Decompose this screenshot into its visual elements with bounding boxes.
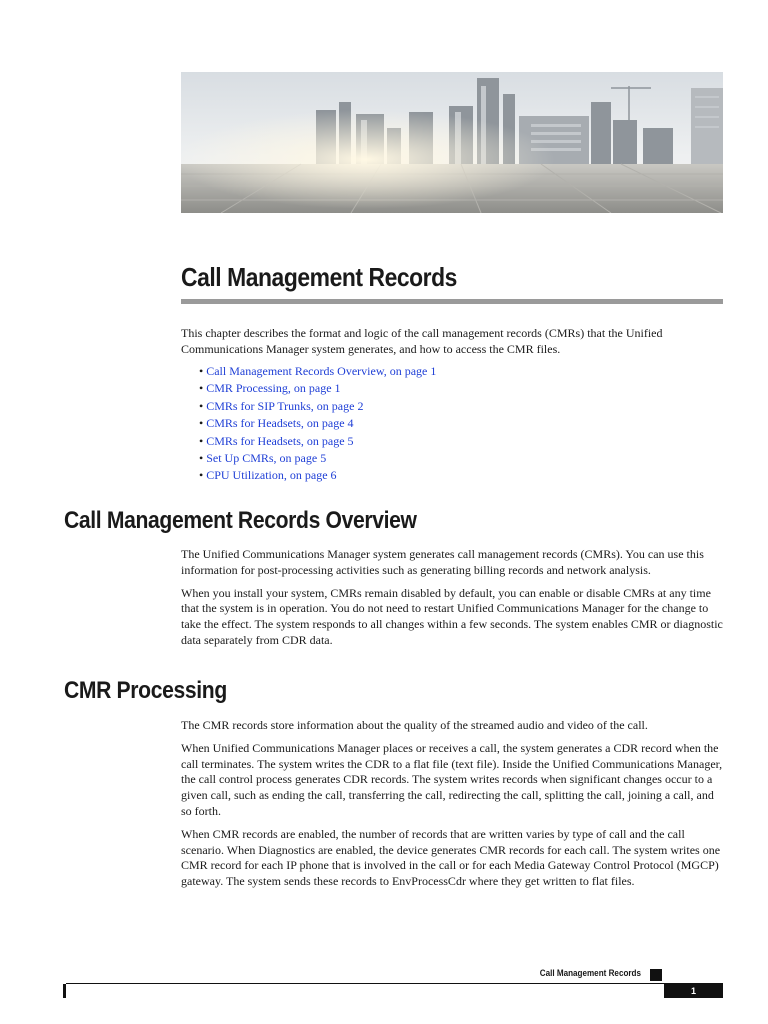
toc-item [199, 380, 436, 397]
section-body-cmr-processing [181, 718, 726, 897]
title-rule [181, 299, 723, 304]
toc-item [199, 433, 436, 450]
footer-tick [63, 984, 66, 998]
toc-bullet: • [199, 451, 204, 466]
chapter-intro: This chapter describes the format and logic of the call management records (CMRs) that the Unified Communications Manager system generates, and how to access the CMR files. [181, 326, 663, 356]
paragraph: When CMR records are enabled, the number of records that are written varies by type of call and the call scenario. When Diagnostics are enabled, the device generates CMR records for each call. The system writes one CMR record for each IP phone that is involved in the call or for each Media Gateway Control Protocol (MGCP) gateway. The system sends these records to EnvProcessCdr where they get written to flat files. [181, 826, 721, 889]
chapter-title: Call Management Records [181, 262, 457, 292]
toc-item [199, 363, 436, 380]
paragraph: The Unified Communications Manager system generates call management records (CMRs). You can use this information for post-processing activities such as generating billing records and network analysis. [181, 547, 704, 577]
footer-rule [66, 983, 723, 984]
toc-item [199, 450, 436, 467]
paragraph: The CMR records store information about the quality of the streamed audio and video of the call. [181, 718, 648, 732]
toc-link-overview[interactable]: Call Management Records Overview, on page 1 [206, 364, 437, 378]
toc-link-cmr-processing[interactable]: CMR Processing, on page 1 [206, 381, 341, 396]
toc-bullet: • [199, 433, 204, 448]
toc-link-sip-trunks[interactable]: CMRs for SIP Trunks, on page 2 [206, 398, 364, 413]
chapter-toc [199, 363, 436, 485]
toc-link-cpu-utilization[interactable]: CPU Utilization, on page 6 [206, 468, 337, 483]
footer-chapter-label: Call Management Records [539, 968, 641, 978]
toc-link-headsets-4[interactable]: CMRs for Headsets, on page 4 [206, 416, 354, 431]
toc-item [199, 415, 436, 432]
section-heading-cmr-processing: CMR Processing [64, 677, 227, 704]
toc-bullet: • [199, 468, 204, 483]
toc-link-headsets-5[interactable]: CMRs for Headsets, on page 5 [206, 433, 354, 448]
toc-bullet: • [199, 416, 204, 431]
toc-bullet: • [199, 364, 204, 378]
paragraph: When Unified Communications Manager places or receives a call, the system generates a CDR record when the call terminates. The system writes the CDR to a flat file (text file). Inside the Unified Communications Manager, the call control process generates CDR records. The system writes records when significant changes occur to a given call, such as ending the call, transferring the call, redirecting the call, splitting the call, joining a call, and so forth. [181, 740, 723, 818]
toc-link-set-up-cmrs[interactable]: Set Up CMRs, on page 5 [206, 451, 327, 466]
page-number: 1 [664, 984, 723, 998]
paragraph: When you install your system, CMRs remain disabled by default, you can enable or disable CMRs at any time that the system is in operation. You do not need to restart Unified Communications Manager for the change to take the effect. The system responds to all changes within a few seconds. The system enables CMR or diagnostic data separately from CDR data. [181, 585, 723, 647]
toc-bullet: • [199, 381, 204, 396]
chapter-banner-image [181, 72, 723, 213]
toc-bullet: • [199, 398, 204, 413]
section-heading-overview: Call Management Records Overview [64, 507, 417, 534]
toc-item [199, 398, 436, 415]
footer-marker [650, 969, 662, 981]
section-body-overview [181, 547, 726, 656]
toc-item [199, 467, 436, 484]
